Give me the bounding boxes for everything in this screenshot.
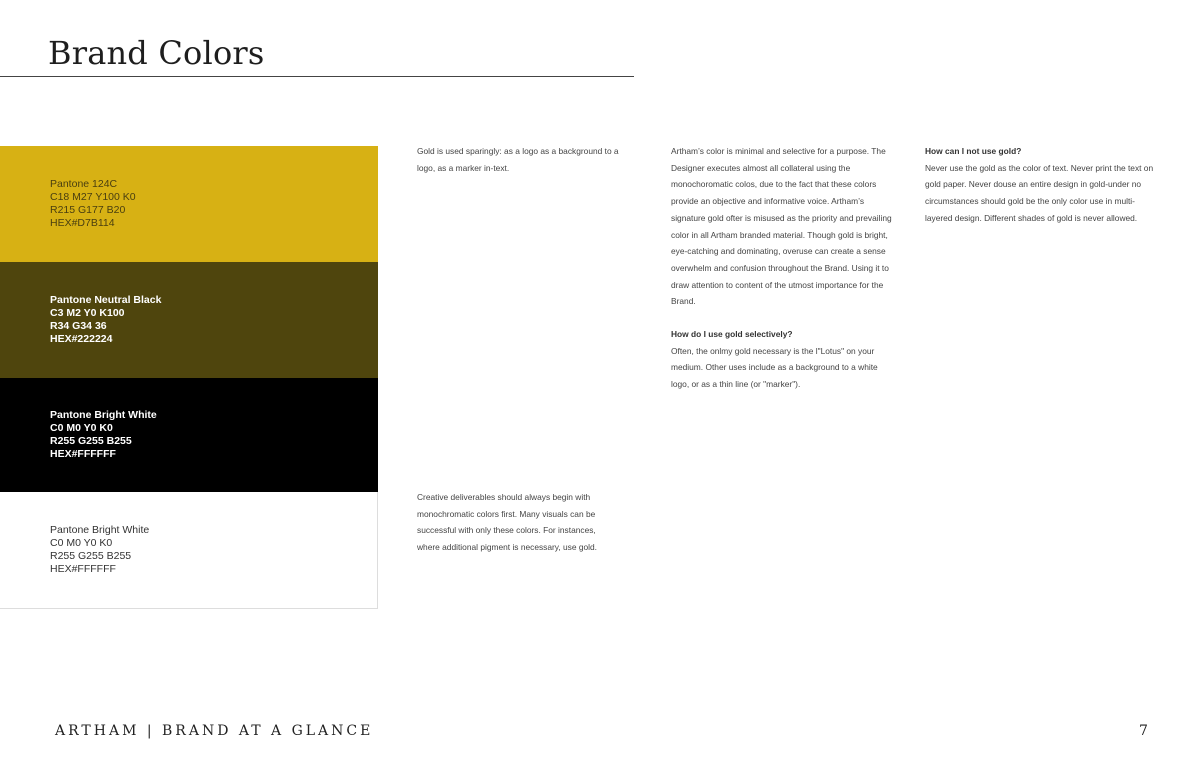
page-number: 7 — [1139, 723, 1148, 739]
color-philosophy-text — [671, 143, 896, 393]
swatch-hex: HEX#FFFFFF — [50, 563, 116, 575]
body-paragraph: Creative deliverables should always begin with monochromatic colors first. Many visuals can be successful with only these colors. For instances, where additional pigment is necessary, use gold. — [417, 492, 598, 553]
swatch-hex: HEX#D7B114 — [50, 217, 115, 229]
body-paragraph: Artham’s color is minimal and selective for a purpose. The Designer executes almost all collateral using the monochoromatic colos, due to the fact that these colors provide an objective and informative voice. Artham’s signature gold ofter is misused as the priority and prevailing color in all Artham branded material. Though gold is bright, eye-catching and dominating, overuse can create a sense overwhelm and confusion throughout the Brand. Using it to draw attention to content of the utmost importance for the Brand. — [671, 146, 892, 307]
swatch-rgb: R255 G255 B255 — [50, 435, 132, 447]
swatch-gold — [0, 146, 378, 262]
swatch-black — [0, 378, 378, 492]
swatch-name: Pantone Neutral Black — [50, 294, 162, 306]
swatch-hex: HEX#FFFFFF — [50, 448, 116, 460]
swatch-name: Pantone 124C — [50, 178, 118, 190]
swatch-cmyk: C18 M27 Y100 K0 — [50, 191, 136, 203]
monochromatic-text — [417, 489, 617, 556]
body-paragraph: Never use the gold as the color of text. Never print the text on gold paper. Never douse an entire design in gold-under no circumstances should gold be the only color use in multi-layered design. Different shades of gold is never allowed. — [925, 162, 1154, 223]
swatch-neutral-black — [0, 262, 378, 378]
swatch-name: Pantone Bright White — [50, 409, 157, 421]
body-paragraph: Often, the onlmy gold necessary is the l"Lotus" on your medium. Other uses include as a background to a white logo, or as a thin line (or "marker"). — [671, 345, 878, 390]
swatch-rgb: R215 G177 B20 — [50, 204, 126, 216]
swatch-white — [0, 492, 378, 609]
swatch-cmyk: C0 M0 Y0 K0 — [50, 422, 113, 434]
swatch-rgb: R34 G34 36 — [50, 320, 107, 332]
swatch-hex: HEX#222224 — [50, 333, 113, 345]
page-title: Brand Colors — [48, 34, 265, 72]
title-divider — [0, 76, 634, 77]
swatch-name: Pantone Bright White — [50, 524, 150, 536]
color-swatches — [0, 146, 378, 609]
section-heading: How do I use gold selectively? — [671, 329, 793, 340]
gold-usage-text — [417, 143, 622, 176]
footer-brand: ARTHAM | BRAND AT A GLANCE — [55, 723, 374, 739]
gold-restrictions-text — [925, 143, 1157, 227]
swatch-rgb: R255 G255 B255 — [50, 550, 132, 562]
swatch-cmyk: C0 M0 Y0 K0 — [50, 537, 113, 549]
section-heading: How can I not use gold? — [925, 146, 1022, 156]
swatch-cmyk: C3 M2 Y0 K100 — [50, 307, 125, 319]
body-paragraph: Gold is used sparingly: as a logo as a background to a logo, as a marker in-text. — [417, 146, 619, 173]
